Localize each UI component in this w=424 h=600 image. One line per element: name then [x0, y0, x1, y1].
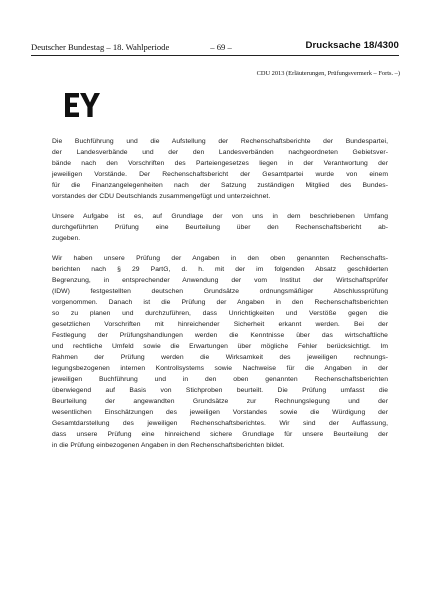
text-line: Wir haben unsere Prüfung der Angaben in den oben genannten Rechenschafts-	[52, 255, 388, 262]
text-line: für die Finanzangelegenheiten nach der Satzung zuständigen Mitglied des Bundes-	[52, 182, 388, 189]
text-line: vorstandes der CDU Deutschlands zusammengefügt und unterzeichnet.	[52, 193, 271, 200]
parliament-period: Deutscher Bundestag – 18. Wahlperiode	[31, 42, 170, 52]
body-paragraph	[52, 136, 388, 202]
text-line: (IDW) festgestellten deutschen Grundsätze ordnungsmäßiger Abschlussprüfung	[52, 288, 388, 295]
text-line: überwiegend auf Basis von Stichproben beurteilt. Die Prüfung umfasst die	[52, 387, 388, 394]
document-number-value: 4300	[377, 40, 399, 51]
body-paragraph	[52, 253, 388, 451]
page-number: – 69 –	[210, 42, 232, 52]
text-line: durchgeführten Prüfung eine Beurteilung über den Rechenschaftsbericht ab-	[52, 224, 388, 231]
report-body-text	[52, 136, 388, 451]
text-line: berichten nach § 29 PartG, d. h. mit der im folgenden Absatz geschilderten	[52, 266, 388, 273]
text-line: Unsere Aufgabe ist es, auf Grundlage der von uns in dem beschriebenen Umfang	[52, 213, 388, 220]
text-line: Die Buchführung und die Aufstellung der Rechenschaftsberichte der Bundespartei,	[52, 138, 388, 145]
text-line: Rahmen der Prüfung werden die Wirksamkeit des jeweiligen rechnungs-	[52, 354, 388, 361]
text-line: jeweiligen Vorstände. Der Rechenschaftsbericht der Gesamtpartei wurde von einem	[52, 171, 388, 178]
page-header	[31, 41, 399, 56]
ey-logo-icon	[64, 88, 102, 118]
text-line: bände nach den Vorschriften des Parteiengesetzes liegen in der Verantwortung der	[52, 160, 388, 167]
text-line: wesentlichen Einschätzungen des jeweiligen Vorstandes sowie die Würdigung der	[52, 409, 388, 416]
text-line: gesetzlichen Vorschriften mit hinreichender Sicherheit erkannt werden. Bei der	[52, 321, 388, 328]
text-line: Gesamtdarstellung des jeweiligen Rechenschaftsberichtes. Wir sind der Auffassung,	[52, 420, 388, 427]
text-line: in die Prüfung einbezogenen Angaben in den Rechenschaftsberichten bildet.	[52, 442, 285, 449]
text-line: Begrenzung, in entsprechender Anwendung der vom Institut der Wirtschaftsprüfer	[52, 277, 388, 284]
text-line: der Landesverbände und der den Landesverbänden nachgeordneten Gebietsver-	[52, 149, 388, 156]
text-line: Beurteilung der angewandten Grundsätze zur Rechnungslegung und der	[52, 398, 388, 405]
text-line: Festlegung der Prüfungshandlungen werden die Kenntnisse über das wirtschaftliche	[52, 332, 388, 339]
ey-logo-graphic	[64, 88, 102, 118]
text-line: zugeben.	[52, 235, 81, 242]
section-subheader: CDU 2013 (Erläuterungen, Prüfungsvermerk – Forts. –)	[256, 70, 400, 77]
text-line: dass unsere Prüfung eine hinreichend sichere Grundlage für unsere Beurteilung der	[52, 431, 388, 438]
text-line: vorgenommen. Danach ist die Prüfung der Angaben in den Rechenschaftsberichten	[52, 299, 388, 306]
text-line: jeweiligen Buchführung und in den oben genannten Rechenschaftsberichten	[52, 376, 388, 383]
text-line: legungsbezogenen internen Kontrollsystems sowie Nachweise für die Angaben in der	[52, 365, 388, 372]
text-line: und rechtliche Umfeld sowie die Erwartungen über mögliche Fehler berücksichtigt. Im	[52, 343, 388, 350]
document-number	[305, 40, 399, 52]
text-line: so zu planen und durchzuführen, dass Unrichtigkeiten und Verstöße gegen die	[52, 310, 388, 317]
body-paragraph	[52, 211, 388, 244]
document-number-prefix: Drucksache 18/	[305, 40, 378, 51]
